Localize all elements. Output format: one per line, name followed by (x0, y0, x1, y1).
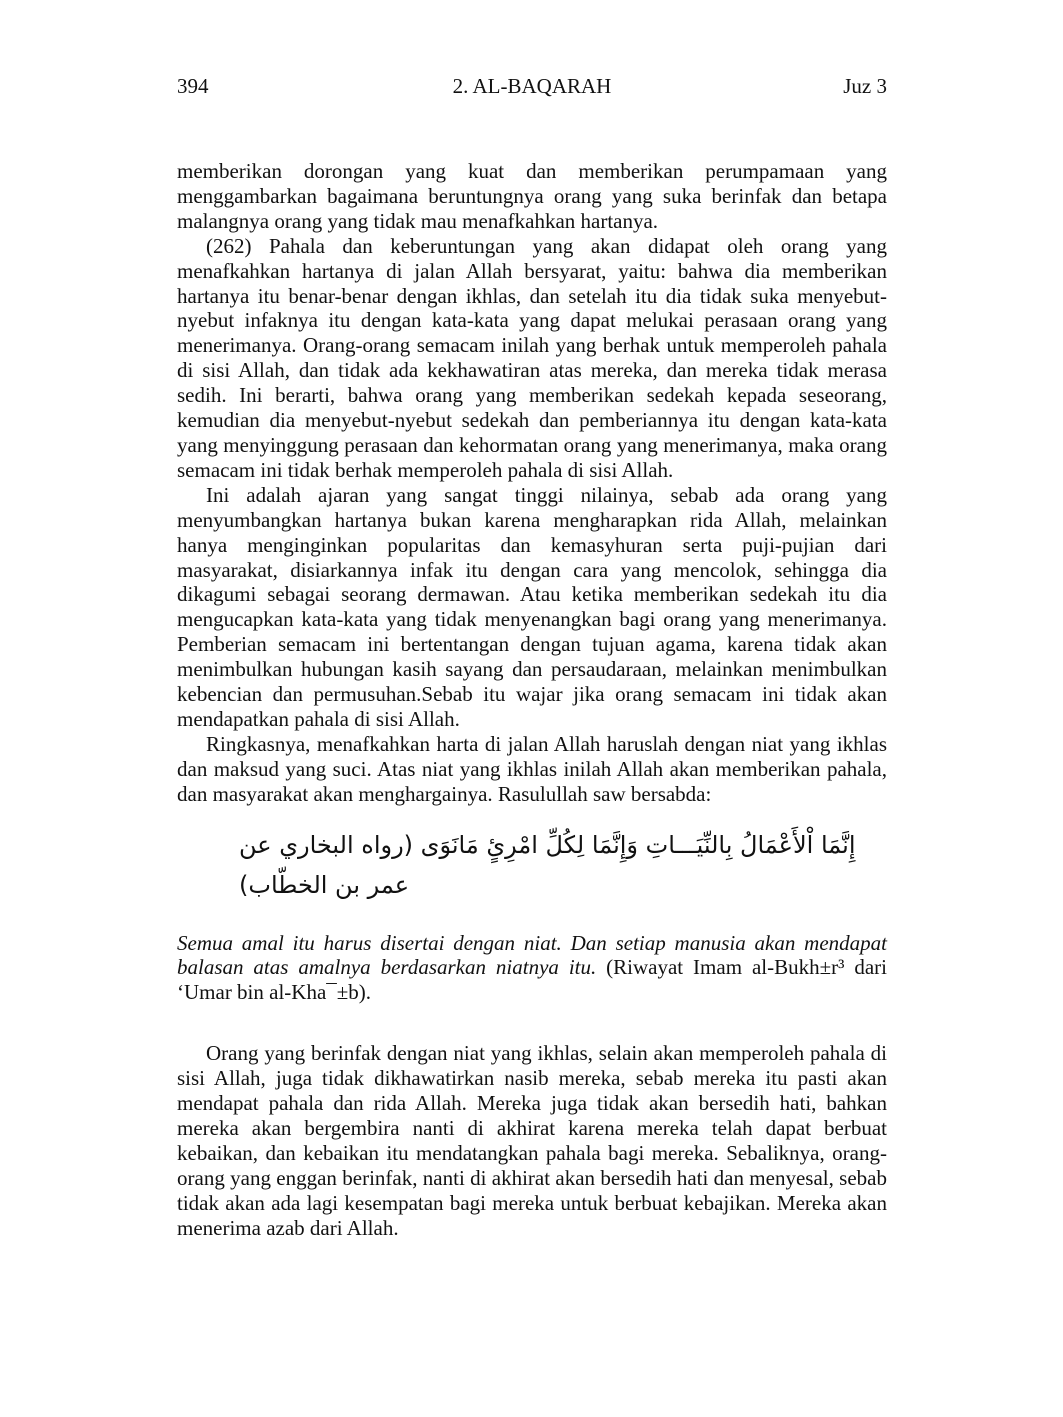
paragraph-continued: memberikan dorongan yang kuat dan memberikan perumpamaan yang menggambarkan bagaimana beruntungnya orang yang suka berinfak dan betapa malangnya orang yang tidak mau menafkahkan hartanya. (177, 159, 887, 233)
page-header (177, 72, 887, 100)
juz-label: Juz 3 (843, 74, 887, 98)
translation-italic: Semua amal itu harus disertai dengan niat. Dan setiap manusia akan mendapat balasan atas amalnya berdasarkan niatnya itu. (177, 930, 887, 980)
hadith-translation (177, 931, 887, 1006)
paragraph-summary: Ringkasnya, menafkahkan harta di jalan Allah haruslah dengan niat yang ikhlas dan maksud yang suci. Atas niat yang ikhlas inilah Allah akan memberikan pahala, dan masyarakat akan menghargainya. Rasulullah saw bersabda: (177, 731, 887, 806)
translation-source: (Riwayat Imam al-Bukh±r³ dari ‘Umar bin al-Kha¯±b). (177, 955, 887, 1005)
surah-title: 2. AL-BAQARAH (452, 74, 612, 98)
page-body (177, 159, 887, 1241)
paragraph-262: (262) Pahala dan keberuntungan yang akan didapat oleh orang yang menafkahkan hartanya di jalan Allah bersyarat, yaitu: bahwa dia memberikan hartanya itu benar-benar dengan ikhlas, dan setelah itu dia tidak suka menyebut-nyebut infaknya itu dengan kata-kata yang dapat melukai perasaan orang yang menerimanya. Orang-orang semacam inilah yang berhak untuk memperoleh pahala di sisi Allah, dan tidak ada kekhawatiran atas mereka, dan mereka tidak merasa sedih. Ini berarti, bahwa orang yang memberikan sedekah kepada seseorang, kemudian dia menyebut-nyebut sedekah dan pemberiannya itu dengan kata-kata yang menyinggung perasaan dan kehormatan orang yang menerimanya, maka orang semacam ini tidak berhak memperoleh pahala di sisi Allah. (177, 233, 887, 482)
section-gap (177, 1005, 887, 1041)
paragraph-closing: Orang yang berinfak dengan niat yang ikhlas, selain akan memperoleh pahala di sisi Allah, juga tidak dikhawatirkan nasib mereka, sebab mereka itu pasti akan mendapat pahala dan rida Allah. Mereka juga tidak akan bersedih hati, bahkan mereka akan bergembira nanti di akhirat karena mereka telah dapat berbuat kebaikan, dan kebaikan itu mendatangkan pahala bagi mereka. Sebaliknya, orang-orang yang enggan berinfak, nanti di akhirat akan bersedih hati dan menyesal, sebab tidak akan ada lagi kesempatan bagi mereka untuk berbuat kebajikan. Mereka akan menerima azab dari Allah. (177, 1041, 887, 1240)
page-number: 394 (177, 74, 209, 98)
hadith-arabic-text: إِنَّمَا اْلأَعْمَالُ بِالنِّيَـــاتِ وَإِنَّمَا لِكُلِّ امْرِئٍ مَانَوَى (رواه البخاري عن عمر بن الخطّاب) (239, 830, 856, 899)
paragraph-teaching: Ini adalah ajaran yang sangat tinggi nilainya, sebab ada orang yang menyumbangkan hartanya bukan karena mengharapkan rida Allah, melainkan hanya menginginkan popularitas dan kemasyhuran serta puji-pujian dari masyarakat, disiarkannya infak itu dengan cara yang mencolok, sehingga dia dikagumi sebagai seorang dermawan. Atau ketika memberikan sedekah itu dia mengucapkan kata-kata yang tidak menyenangkan bagi orang yang menerimanya. Pemberian semacam ini bertentangan dengan tujuan agama, karena tidak akan menimbulkan hubungan kasih sayang dan persaudaraan, melainkan menimbulkan kebencian dan permusuhan.Sebab itu wajar jika orang semacam ini tidak akan mendapatkan pahala di sisi Allah. (177, 482, 887, 731)
